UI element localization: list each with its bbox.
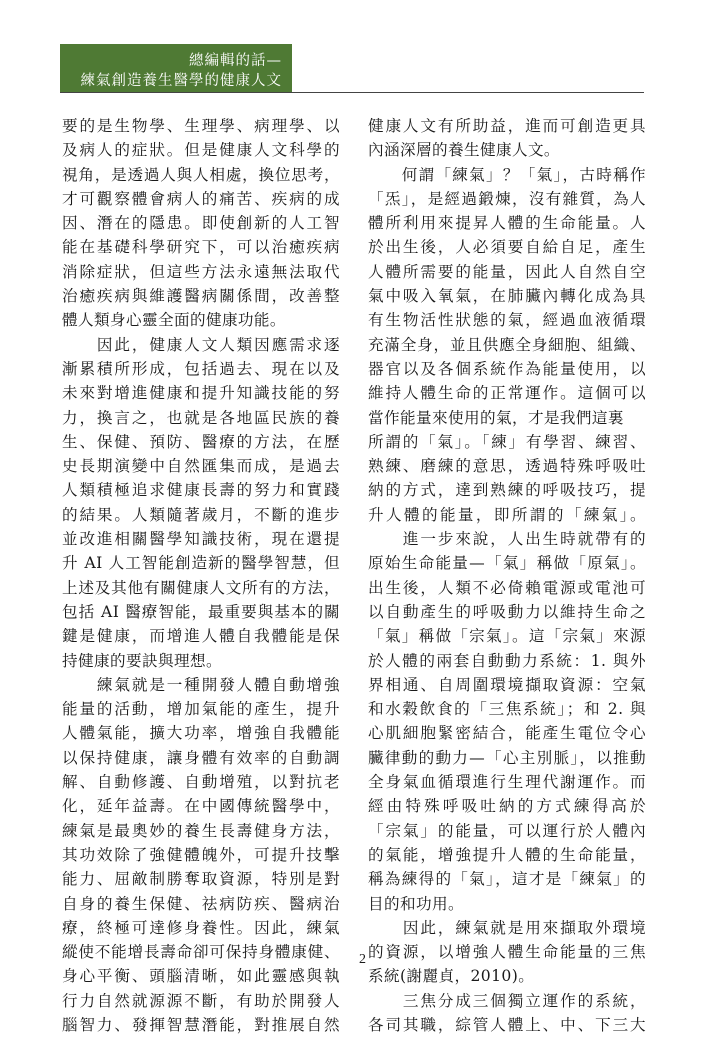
text-line: 包括 AI 醫療智能，最重要與基本的關 (62, 602, 340, 621)
text-line: 及病人的症狀。但是健康人文科學的 (62, 141, 340, 160)
header-divider (60, 92, 644, 93)
text-line: 漸累積所形成，包括過去、現在以及 (62, 359, 340, 378)
text-line: 練氣是最奧妙的養生長壽健身方法， (62, 821, 340, 840)
text-line: 於出生後，人必須要自給自足，產生 (368, 238, 646, 257)
text-line: 何謂「練氣」？「氣」，古時稱作 (368, 165, 646, 184)
text-line: 治癒疾病與維護醫病關係間，改善整 (62, 287, 340, 306)
page-number: 2 (359, 952, 366, 967)
left-text-column (62, 114, 340, 1037)
text-line: 能力、屈敵制勝奪取資源，特別是對 (62, 870, 340, 889)
text-line: 因此，練氣就是用來擷取外環境 (368, 918, 646, 937)
text-line: 人體氣能，擴大功率，增強自我體能 (62, 724, 340, 743)
text-line: 器官以及各個系統作為能量使用，以 (368, 359, 646, 378)
text-line: 能量的活動，增加氣能的產生，提升 (62, 700, 340, 719)
text-line: 稱為練得的「氣」，這才是「練氣」的 (368, 870, 646, 889)
text-line: 和水穀飲食的「三焦系統」；和 2. 與 (368, 700, 646, 719)
text-line: 經由特殊呼吸吐納的方式練得高於 (368, 797, 646, 816)
text-line: 體人類身心靈全面的健康功能。 (62, 311, 286, 330)
text-line: 才可觀察體會病人的痛苦、疾病的成 (62, 189, 340, 208)
text-line: 健康人文有所助益，進而可創造更具 (368, 117, 646, 135)
text-line: 持健康的要訣與理想。 (62, 651, 222, 670)
text-line: 「宗氣」的能量，可以運行於人體內 (368, 821, 646, 840)
text-line: 生、保健、預防、醫療的方法，在歷 (62, 432, 340, 451)
text-line: 能在基礎科學研究下，可以治癒疾病 (62, 238, 340, 257)
text-line: 鍵是健康，而增進人體自我體能是保 (62, 627, 340, 646)
right-text-column (368, 114, 646, 1037)
text-line: 的結果。人類隨著歲月，不斷的進步 (62, 505, 340, 524)
text-line: 系統(謝麗貞，2010)。 (368, 967, 535, 986)
text-line: 以自動產生的呼吸動力以維持生命之 (368, 602, 646, 621)
text-line: 各司其職，綜管人體上、中、下三大 (368, 1015, 646, 1034)
text-line: 並改進相關醫學知識技術，現在還提 (62, 530, 340, 549)
text-line: 心肌細胞緊密結合，能產生電位令心 (368, 724, 646, 743)
text-line: 臟律動的動力—「心主別脈」，以推動 (368, 748, 646, 767)
text-line: 其功效除了強健體魄外，可提升技擊 (62, 845, 340, 864)
text-line: 「炁」，是經過鍛煉，沒有雜質，為人 (368, 189, 646, 208)
text-line: 升人體的能量，即所謂的「練氣」。 (368, 505, 646, 524)
text-line: 界相通、自周圍環境擷取資源：空氣 (368, 675, 646, 694)
text-line: 「氣」稱做「宗氣」。這「宗氣」來源 (368, 627, 646, 646)
text-line: 未來對增進健康和提升知識技能的努 (62, 384, 340, 403)
text-line: 上述及其他有關健康人文所有的方法， (62, 578, 340, 597)
text-line: 行力自然就源源不斷，有助於開發人 (62, 991, 340, 1010)
text-line: 視角，是透過人與人相處，換位思考， (62, 165, 340, 184)
text-line: 熟練、磨練的意思，透過特殊呼吸吐 (368, 457, 646, 476)
text-line: 升 AI 人工智能創造新的醫學智慧，但 (62, 554, 340, 573)
header-title-line1: 總編輯的話— (189, 53, 282, 69)
text-line: 全身氣血循環進行生理代謝運作。而 (368, 773, 646, 792)
text-line: 有生物活性狀態的氣，經過血液循環 (368, 311, 646, 330)
text-line: 以保持健康，讓身體有效率的自動調 (62, 748, 340, 767)
text-line: 解、自動修護、自動增殖，以對抗老 (62, 773, 340, 792)
text-line: 要的是生物學、生理學、病理學、以 (62, 117, 340, 135)
text-line: 進一步來說，人出生時就帶有的 (368, 530, 646, 549)
text-line: 消除症狀，但這些方法永遠無法取代 (62, 262, 340, 281)
text-line: 人類積極追求健康長壽的努力和實踐 (62, 481, 340, 500)
text-line: 充滿全身，並且供應全身細胞、組織、 (368, 335, 646, 354)
text-line: 身心平衡、頭腦清晰，如此靈感與執 (62, 967, 340, 986)
text-line: 當作能量來使用的氣，才是我們這裏 (368, 408, 624, 427)
text-line: 因此，健康人文人類因應需求逐 (62, 335, 340, 354)
text-line: 化，延年益壽。在中國傳統醫學中， (62, 797, 340, 816)
text-line: 原始生命能量—「氣」稱做「原氣」。 (368, 554, 646, 573)
text-line: 體所利用來提昇人體的生命能量。人 (368, 214, 646, 233)
text-line: 療，終極可達修身養性。因此，練氣 (62, 918, 340, 937)
text-line: 的氣能，增強提升人體的生命能量， (368, 845, 646, 864)
text-line: 內涵深層的養生健康人文。 (368, 141, 560, 160)
text-line: 縱使不能增長壽命卻可保持身體康健、 (62, 943, 340, 962)
text-line: 的資源，以增強人體生命能量的三焦 (368, 943, 646, 962)
text-line: 腦智力、發揮智慧潛能，對推展自然 (62, 1015, 340, 1034)
text-line: 力，換言之，也就是各地區民族的養 (62, 408, 340, 427)
text-line: 所謂的「氣」。「練」有學習、練習、 (368, 432, 646, 451)
text-line: 史長期演變中自然匯集而成，是過去 (62, 457, 340, 476)
text-line: 納的方式，達到熟練的呼吸技巧，提 (368, 481, 646, 500)
text-line: 維持人體生命的正常運作。這個可以 (368, 384, 646, 403)
text-line: 目的和功用。 (368, 894, 464, 913)
header-title-line2: 練氣創造養生醫學的健康人文 (80, 73, 282, 89)
text-line: 出生後，人類不必倚賴電源或電池可 (368, 578, 646, 597)
chapter-header (60, 44, 292, 92)
text-line: 於人體的兩套自動動力系統：1. 與外 (368, 651, 646, 670)
text-line: 因、潛在的隱患。即使創新的人工智 (62, 214, 340, 233)
text-line: 三焦分成三個獨立運作的系統， (368, 991, 646, 1010)
text-line: 練氣就是一種開發人體自動增強 (62, 675, 340, 694)
text-line: 人體所需要的能量，因此人自然自空 (368, 262, 646, 281)
text-line: 自身的養生保健、祛病防疾、醫病治 (62, 894, 340, 913)
text-line: 氣中吸入氧氣，在肺臟內轉化成為具 (368, 287, 646, 306)
